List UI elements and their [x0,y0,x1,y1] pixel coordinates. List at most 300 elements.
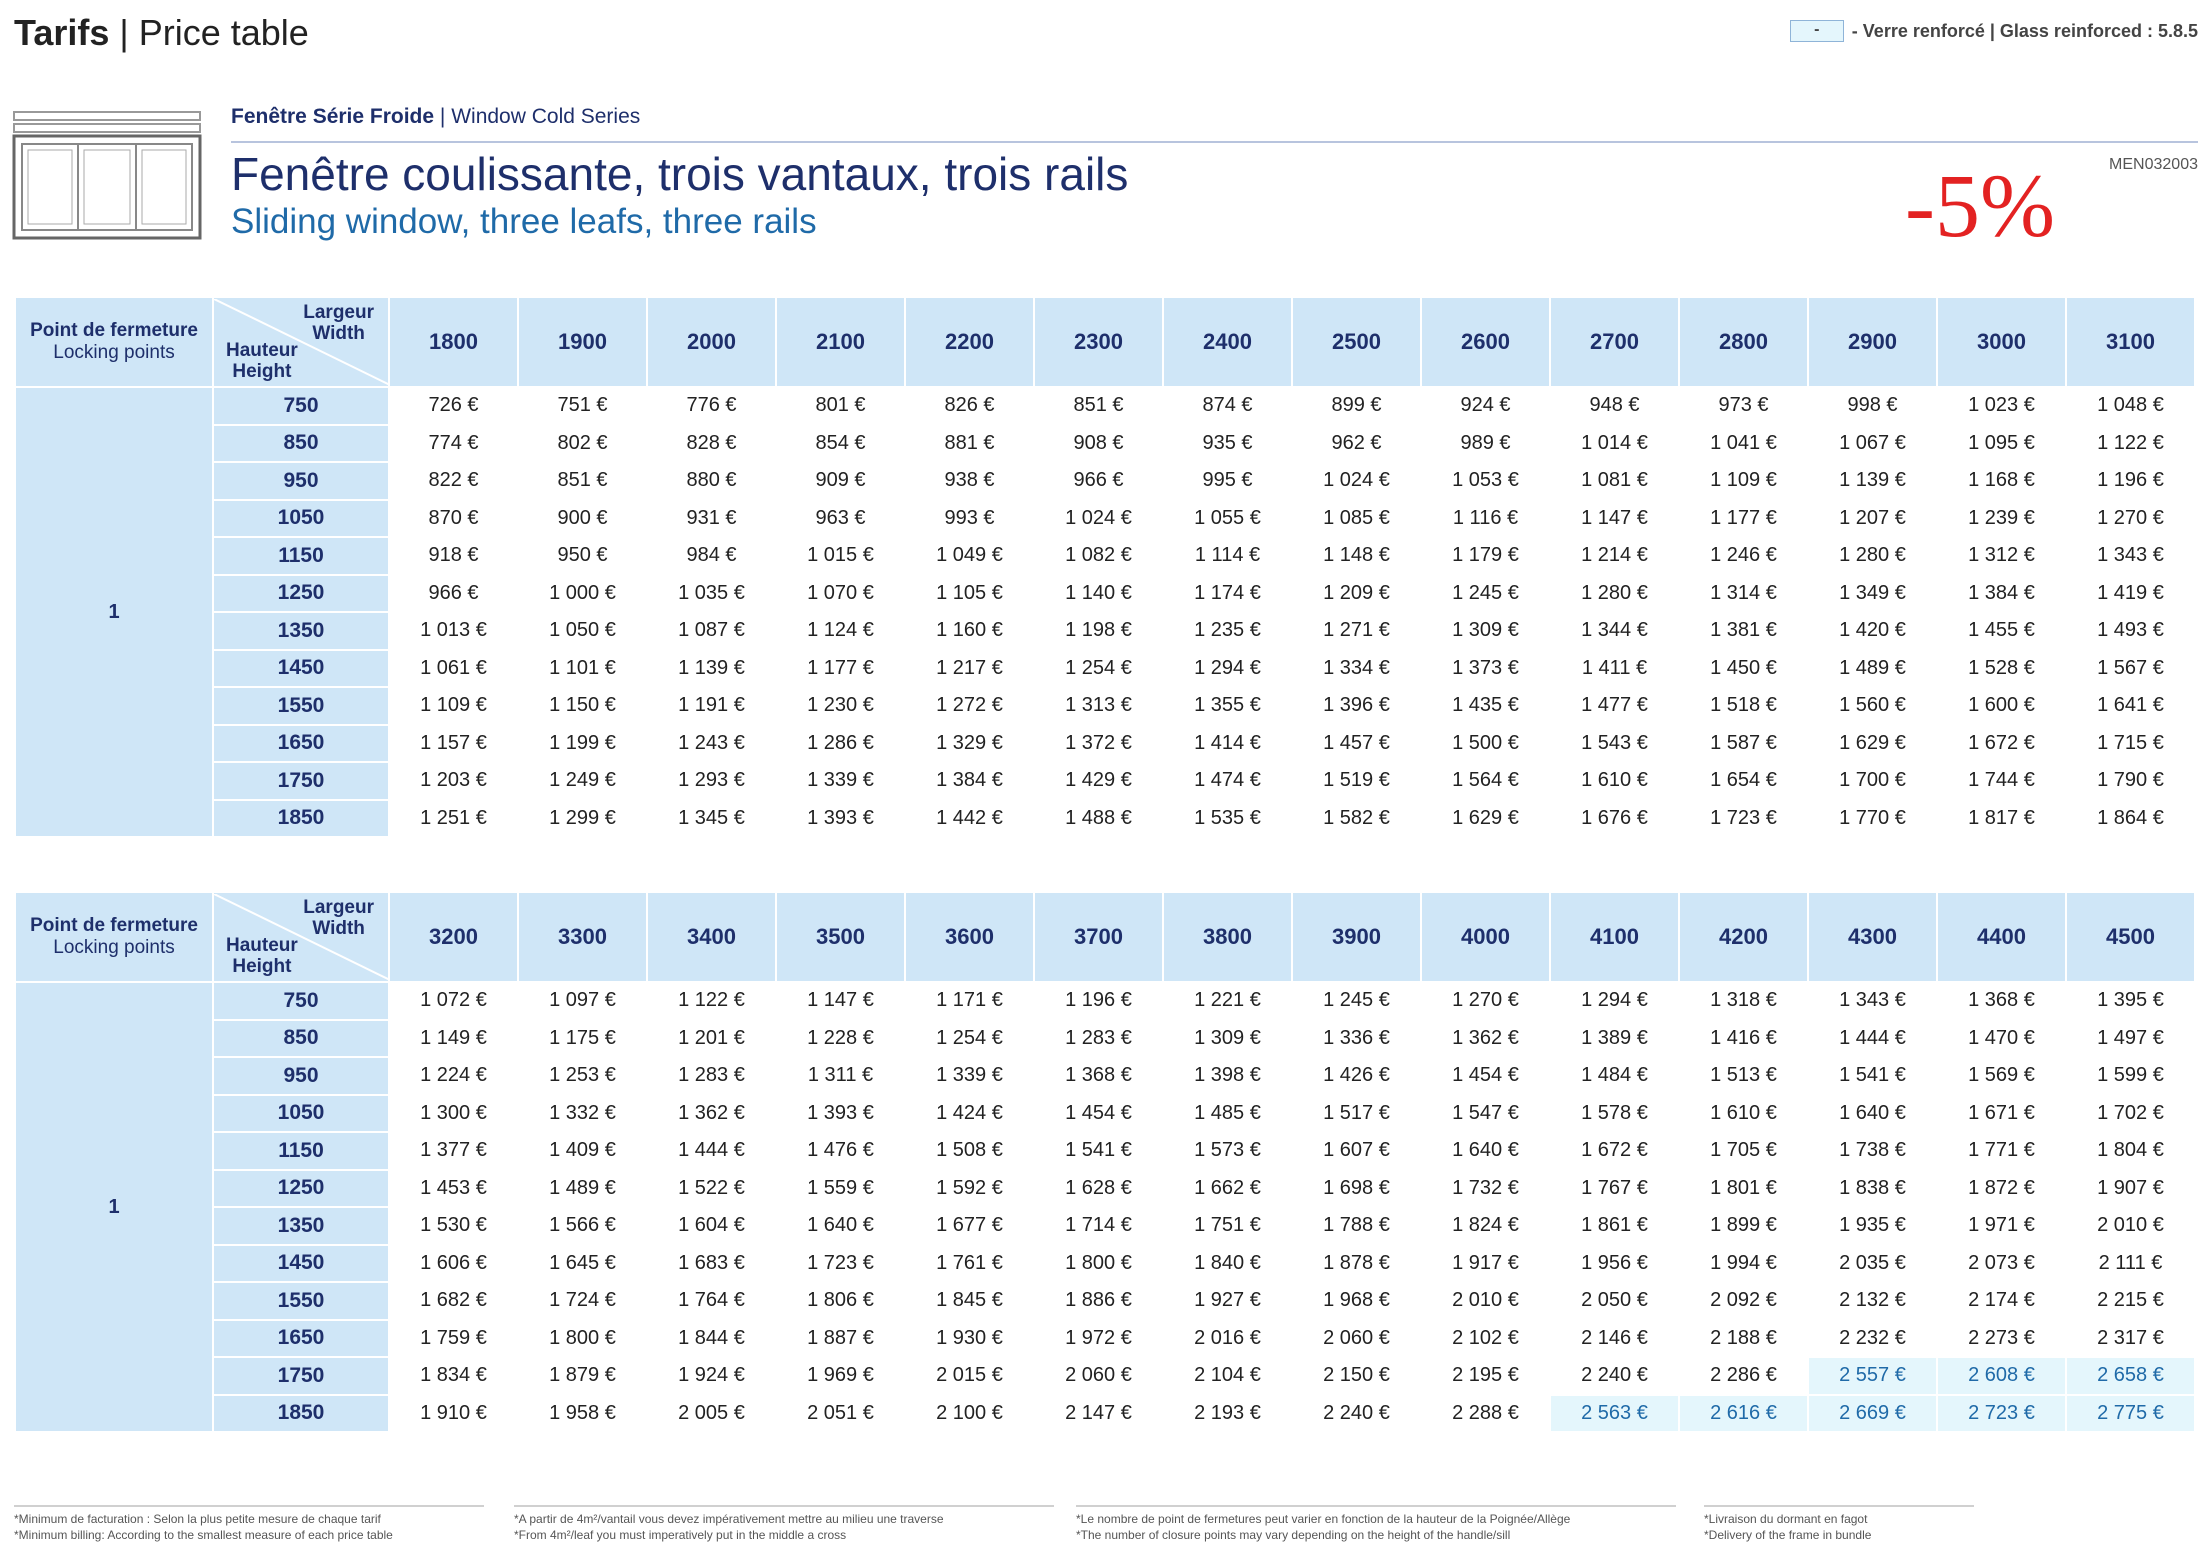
price-cell: 1 199 € [518,725,647,763]
price-cell: 1 245 € [1421,575,1550,613]
price-cell: 2 273 € [1937,1320,2066,1358]
price-cell-reinforced: 2 658 € [2066,1357,2195,1395]
locking-points-value: 1 [15,387,213,837]
price-cell: 1 607 € [1292,1132,1421,1170]
width-label: Largeur Width [303,897,374,939]
price-cell-reinforced: 2 775 € [2066,1395,2195,1433]
price-cell: 1 424 € [905,1095,1034,1133]
height-row-header: 950 [213,1057,389,1095]
price-cell: 1 599 € [2066,1057,2195,1095]
price-cell: 1 235 € [1163,612,1292,650]
price-cell: 1 761 € [905,1245,1034,1283]
price-cell: 1 790 € [2066,762,2195,800]
width-column-header: 3200 [389,892,518,982]
width-column-header: 2800 [1679,297,1808,387]
price-cell: 1 395 € [2066,982,2195,1020]
price-cell: 1 368 € [1034,1057,1163,1095]
price-cell: 1 804 € [2066,1132,2195,1170]
price-cell: 1 493 € [2066,612,2195,650]
price-cell: 973 € [1679,387,1808,425]
price-cell: 1 806 € [776,1282,905,1320]
width-column-header: 2700 [1550,297,1679,387]
price-cell: 1 672 € [1937,725,2066,763]
width-height-header [213,297,389,387]
price-cell: 1 101 € [518,650,647,688]
footnote: *Livraison du dormant en fagot *Delivery of the frame in bundle [1704,1505,1974,1543]
price-cell: 900 € [518,500,647,538]
width-column-header: 3400 [647,892,776,982]
price-cell: 2 193 € [1163,1395,1292,1433]
price-cell: 1 645 € [518,1245,647,1283]
header-divider [231,141,2198,143]
price-cell: 1 286 € [776,725,905,763]
price-cell: 1 702 € [2066,1095,2195,1133]
price-cell: 1 764 € [647,1282,776,1320]
price-cell: 1 723 € [1679,800,1808,838]
price-cell: 1 887 € [776,1320,905,1358]
price-cell: 1 124 € [776,612,905,650]
price-cell: 726 € [389,387,518,425]
price-cell: 1 994 € [1679,1245,1808,1283]
price-cell: 2 016 € [1163,1320,1292,1358]
price-cell: 1 969 € [776,1357,905,1395]
price-cell: 1 770 € [1808,800,1937,838]
price-cell: 1 014 € [1550,425,1679,463]
price-cell: 1 414 € [1163,725,1292,763]
price-cell: 1 641 € [2066,687,2195,725]
table-row [15,1282,2195,1320]
price-cell: 1 513 € [1679,1057,1808,1095]
price-cell: 1 454 € [1034,1095,1163,1133]
price-cell: 1 541 € [1034,1132,1163,1170]
price-cell: 1 788 € [1292,1207,1421,1245]
reinforced-swatch: - [1790,20,1844,42]
table-row [15,387,2195,425]
price-cell: 1 023 € [1937,387,2066,425]
price-cell: 1 935 € [1808,1207,1937,1245]
price-cell: 918 € [389,537,518,575]
price-cell: 1 500 € [1421,725,1550,763]
price-cell: 993 € [905,500,1034,538]
price-cell: 1 191 € [647,687,776,725]
window-icon [12,110,202,245]
price-cell: 1 245 € [1292,982,1421,1020]
price-cell: 1 270 € [1421,982,1550,1020]
price-cell: 1 715 € [2066,725,2195,763]
price-cell: 1 345 € [647,800,776,838]
price-cell: 1 243 € [647,725,776,763]
table-row [15,1320,2195,1358]
price-cell: 1 844 € [647,1320,776,1358]
price-cell: 2 111 € [2066,1245,2195,1283]
price-cell-reinforced: 2 723 € [1937,1395,2066,1433]
price-cell: 1 085 € [1292,500,1421,538]
price-cell: 1 179 € [1421,537,1550,575]
price-cell: 1 174 € [1163,575,1292,613]
price-cell: 1 203 € [389,762,518,800]
table-row [15,725,2195,763]
height-row-header: 1850 [213,1395,389,1433]
price-cell: 1 384 € [1937,575,2066,613]
price-cell: 1 508 € [905,1132,1034,1170]
height-row-header: 1250 [213,1170,389,1208]
price-cell: 1 610 € [1550,762,1679,800]
height-row-header: 1150 [213,537,389,575]
price-cell: 1 299 € [518,800,647,838]
price-cell: 1 700 € [1808,762,1937,800]
price-cell: 1 050 € [518,612,647,650]
price-cell: 1 251 € [389,800,518,838]
series-label: Fenêtre Série Froide | Window Cold Series [231,105,641,128]
price-cell: 1 409 € [518,1132,647,1170]
price-cell: 1 566 € [518,1207,647,1245]
price-cell: 1 587 € [1679,725,1808,763]
height-row-header: 1750 [213,762,389,800]
price-cell: 962 € [1292,425,1421,463]
price-cell: 1 488 € [1034,800,1163,838]
price-cell: 802 € [518,425,647,463]
price-cell-reinforced: 2 557 € [1808,1357,1937,1395]
price-cell: 1 048 € [2066,387,2195,425]
price-cell: 1 398 € [1163,1057,1292,1095]
price-cell: 1 582 € [1292,800,1421,838]
price-cell: 2 092 € [1679,1282,1808,1320]
price-cell: 1 368 € [1937,982,2066,1020]
price-cell: 1 426 € [1292,1057,1421,1095]
price-cell: 1 224 € [389,1057,518,1095]
price-cell: 1 061 € [389,650,518,688]
price-cell: 1 339 € [776,762,905,800]
price-cell: 1 294 € [1550,982,1679,1020]
price-cell: 1 477 € [1550,687,1679,725]
price-cell: 1 377 € [389,1132,518,1170]
price-cell: 1 336 € [1292,1020,1421,1058]
table-row [15,425,2195,463]
price-cell: 1 972 € [1034,1320,1163,1358]
price-cell: 1 344 € [1550,612,1679,650]
price-cell: 2 060 € [1034,1357,1163,1395]
price-cell: 1 629 € [1421,800,1550,838]
price-cell: 1 081 € [1550,462,1679,500]
price-cell: 1 845 € [905,1282,1034,1320]
price-cell: 1 476 € [776,1132,905,1170]
price-cell: 1 293 € [647,762,776,800]
price-cell: 1 485 € [1163,1095,1292,1133]
price-cell: 1 139 € [1808,462,1937,500]
price-cell: 1 384 € [905,762,1034,800]
price-cell: 1 435 € [1421,687,1550,725]
price-cell: 1 751 € [1163,1207,1292,1245]
width-column-header: 3900 [1292,892,1421,982]
price-cell: 1 294 € [1163,650,1292,688]
price-cell: 1 175 € [518,1020,647,1058]
price-cell: 1 148 € [1292,537,1421,575]
price-cell: 1 311 € [776,1057,905,1095]
price-cell: 1 207 € [1808,500,1937,538]
price-cell: 1 541 € [1808,1057,1937,1095]
price-cell: 1 654 € [1679,762,1808,800]
price-cell: 1 355 € [1163,687,1292,725]
locking-points-value: 1 [15,982,213,1432]
width-column-header: 2900 [1808,297,1937,387]
price-cell: 1 393 € [776,800,905,838]
width-column-header: 2500 [1292,297,1421,387]
price-cell: 2 317 € [2066,1320,2195,1358]
price-cell: 1 230 € [776,687,905,725]
legend-text: - Verre renforcé | Glass reinforced : 5.8.5 [1851,20,2198,41]
price-cell: 935 € [1163,425,1292,463]
price-cell: 931 € [647,500,776,538]
table-row [15,1245,2195,1283]
price-cell: 1 600 € [1937,687,2066,725]
price-cell: 989 € [1421,425,1550,463]
height-row-header: 1550 [213,687,389,725]
table-row [15,687,2195,725]
price-cell: 1 372 € [1034,725,1163,763]
product-title-fr: Fenêtre coulissante, trois vantaux, trois rails [231,148,1129,200]
width-column-header: 3800 [1163,892,1292,982]
price-cell: 909 € [776,462,905,500]
locking-points-header: Point de fermeture Locking points [15,297,213,387]
price-cell: 1 349 € [1808,575,1937,613]
price-cell: 1 444 € [647,1132,776,1170]
footnote: *Minimum de facturation : Selon la plus petite mesure de chaque tarif *Minimum billing: According to the smallest measure of each price table [14,1505,484,1543]
price-cell: 1 055 € [1163,500,1292,538]
price-cell: 948 € [1550,387,1679,425]
price-cell: 1 283 € [1034,1020,1163,1058]
price-cell: 774 € [389,425,518,463]
price-cell: 2 073 € [1937,1245,2066,1283]
price-cell: 950 € [518,537,647,575]
price-cell: 1 457 € [1292,725,1421,763]
price-cell: 1 329 € [905,725,1034,763]
width-column-header: 4500 [2066,892,2195,982]
price-cell: 1 035 € [647,575,776,613]
price-cell: 1 759 € [389,1320,518,1358]
price-cell: 1 800 € [1034,1245,1163,1283]
price-cell: 1 732 € [1421,1170,1550,1208]
price-cell: 851 € [1034,387,1163,425]
price-cell: 1 171 € [905,982,1034,1020]
price-cell: 1 228 € [776,1020,905,1058]
price-cell: 1 676 € [1550,800,1679,838]
price-cell: 1 196 € [2066,462,2195,500]
price-cell: 2 132 € [1808,1282,1937,1320]
price-cell: 2 240 € [1550,1357,1679,1395]
footnote: *Le nombre de point de fermetures peut varier en fonction de la hauteur de la Poignée/Allège *The number of closure points may vary depending on the height of the handle/sill [1076,1505,1676,1543]
price-cell: 1 024 € [1034,500,1163,538]
price-cell: 1 177 € [776,650,905,688]
price-cell: 1 177 € [1679,500,1808,538]
product-code: MEN032003 [2109,156,2198,173]
price-cell: 1 455 € [1937,612,2066,650]
width-column-header: 1800 [389,297,518,387]
width-column-header: 2200 [905,297,1034,387]
width-column-header: 1900 [518,297,647,387]
price-cell: 1 271 € [1292,612,1421,650]
price-cell: 1 907 € [2066,1170,2195,1208]
price-cell: 1 442 € [905,800,1034,838]
price-cell: 1 072 € [389,982,518,1020]
width-column-header: 3000 [1937,297,2066,387]
price-cell: 1 744 € [1937,762,2066,800]
price-cell: 984 € [647,537,776,575]
price-cell: 2 015 € [905,1357,1034,1395]
price-cell: 1 221 € [1163,982,1292,1020]
width-column-header: 3500 [776,892,905,982]
price-cell: 1 738 € [1808,1132,1937,1170]
price-cell: 1 283 € [647,1057,776,1095]
price-cell: 1 917 € [1421,1245,1550,1283]
price-cell: 1 396 € [1292,687,1421,725]
price-cell: 2 174 € [1937,1282,2066,1320]
price-cell: 1 389 € [1550,1020,1679,1058]
width-column-header: 3300 [518,892,647,982]
price-cell: 998 € [1808,387,1937,425]
price-cell: 1 879 € [518,1357,647,1395]
height-label: Hauteur Height [226,340,298,383]
height-row-header: 750 [213,982,389,1020]
price-cell: 1 049 € [905,537,1034,575]
table-row [15,1132,2195,1170]
price-cell: 2 147 € [1034,1395,1163,1433]
price-cell: 1 343 € [1808,982,1937,1020]
price-cell: 1 196 € [1034,982,1163,1020]
price-cell: 1 861 € [1550,1207,1679,1245]
price-cell: 1 393 € [776,1095,905,1133]
price-cell: 1 640 € [1421,1132,1550,1170]
height-row-header: 1850 [213,800,389,838]
footnotes [14,1505,2196,1555]
table-row [15,1357,2195,1395]
width-column-header: 4000 [1421,892,1550,982]
price-cell: 1 899 € [1679,1207,1808,1245]
price-cell: 1 971 € [1937,1207,2066,1245]
price-cell: 1 150 € [518,687,647,725]
price-cell: 1 309 € [1421,612,1550,650]
price-cell: 2 051 € [776,1395,905,1433]
table-row [15,500,2195,538]
price-cell: 1 535 € [1163,800,1292,838]
height-row-header: 750 [213,387,389,425]
price-cell: 826 € [905,387,1034,425]
table-row [15,650,2195,688]
price-cell: 1 629 € [1808,725,1937,763]
height-row-header: 850 [213,1020,389,1058]
price-cell: 1 723 € [776,1245,905,1283]
price-cell: 2 215 € [2066,1282,2195,1320]
price-cell: 1 930 € [905,1320,1034,1358]
price-cell: 851 € [518,462,647,500]
height-row-header: 1050 [213,500,389,538]
table-header-row [15,297,2195,387]
price-cell: 2 240 € [1292,1395,1421,1433]
price-cell: 995 € [1163,462,1292,500]
table-row [15,1395,2195,1433]
price-cell: 1 246 € [1679,537,1808,575]
price-cell: 1 109 € [1679,462,1808,500]
price-cell: 1 470 € [1937,1020,2066,1058]
price-cell: 1 114 € [1163,537,1292,575]
price-cell: 1 489 € [518,1170,647,1208]
price-cell: 924 € [1421,387,1550,425]
price-cell: 1 419 € [2066,575,2195,613]
price-cell: 1 122 € [2066,425,2195,463]
price-cell: 1 280 € [1808,537,1937,575]
price-cell: 1 454 € [1421,1057,1550,1095]
price-cell: 1 254 € [1034,650,1163,688]
price-cell: 1 530 € [389,1207,518,1245]
price-cell: 1 886 € [1034,1282,1163,1320]
height-row-header: 1650 [213,725,389,763]
price-cell: 874 € [1163,387,1292,425]
price-cell: 1 522 € [647,1170,776,1208]
price-cell: 1 116 € [1421,500,1550,538]
width-column-header: 2400 [1163,297,1292,387]
price-cell: 1 272 € [905,687,1034,725]
price-cell: 1 254 € [905,1020,1034,1058]
width-column-header: 4100 [1550,892,1679,982]
price-cell: 1 024 € [1292,462,1421,500]
width-column-header: 2100 [776,297,905,387]
price-cell: 1 956 € [1550,1245,1679,1283]
price-cell: 1 547 € [1421,1095,1550,1133]
price-cell: 1 147 € [776,982,905,1020]
height-row-header: 1350 [213,612,389,650]
price-table [14,891,2196,1433]
table-row [15,1057,2195,1095]
price-cell: 2 010 € [2066,1207,2195,1245]
price-cell: 1 958 € [518,1395,647,1433]
price-cell: 1 300 € [389,1095,518,1133]
height-row-header: 1250 [213,575,389,613]
price-cell: 1 332 € [518,1095,647,1133]
price-cell: 1 140 € [1034,575,1163,613]
locking-points-header: Point de fermeture Locking points [15,892,213,982]
price-cell: 1 239 € [1937,500,2066,538]
width-column-header: 3100 [2066,297,2195,387]
price-cell: 1 429 € [1034,762,1163,800]
price-cell: 2 188 € [1679,1320,1808,1358]
price-cell: 1 682 € [389,1282,518,1320]
price-cell: 1 840 € [1163,1245,1292,1283]
price-cell: 870 € [389,500,518,538]
price-cell: 1 122 € [647,982,776,1020]
price-cell: 1 147 € [1550,500,1679,538]
price-cell: 1 878 € [1292,1245,1421,1283]
table-row [15,982,2195,1020]
legend [1790,20,2198,42]
footnote: *A partir de 4m²/vantail vous devez impérativement mettre au milieu une traverse *From 4m²/leaf you must imperatively put in the middle a cross [514,1505,1054,1543]
price-cell: 2 286 € [1679,1357,1808,1395]
price-cell: 908 € [1034,425,1163,463]
price-cell: 1 640 € [1808,1095,1937,1133]
price-cell: 1 606 € [389,1245,518,1283]
price-cell: 1 924 € [647,1357,776,1395]
price-cell: 2 100 € [905,1395,1034,1433]
price-cell: 2 060 € [1292,1320,1421,1358]
price-cell: 1 714 € [1034,1207,1163,1245]
price-cell: 1 518 € [1679,687,1808,725]
price-cell: 1 519 € [1292,762,1421,800]
price-cell: 1 592 € [905,1170,1034,1208]
height-row-header: 1450 [213,650,389,688]
price-cell: 881 € [905,425,1034,463]
price-cell: 1 474 € [1163,762,1292,800]
price-cell: 1 567 € [2066,650,2195,688]
price-cell-reinforced: 2 669 € [1808,1395,1937,1433]
height-row-header: 1650 [213,1320,389,1358]
